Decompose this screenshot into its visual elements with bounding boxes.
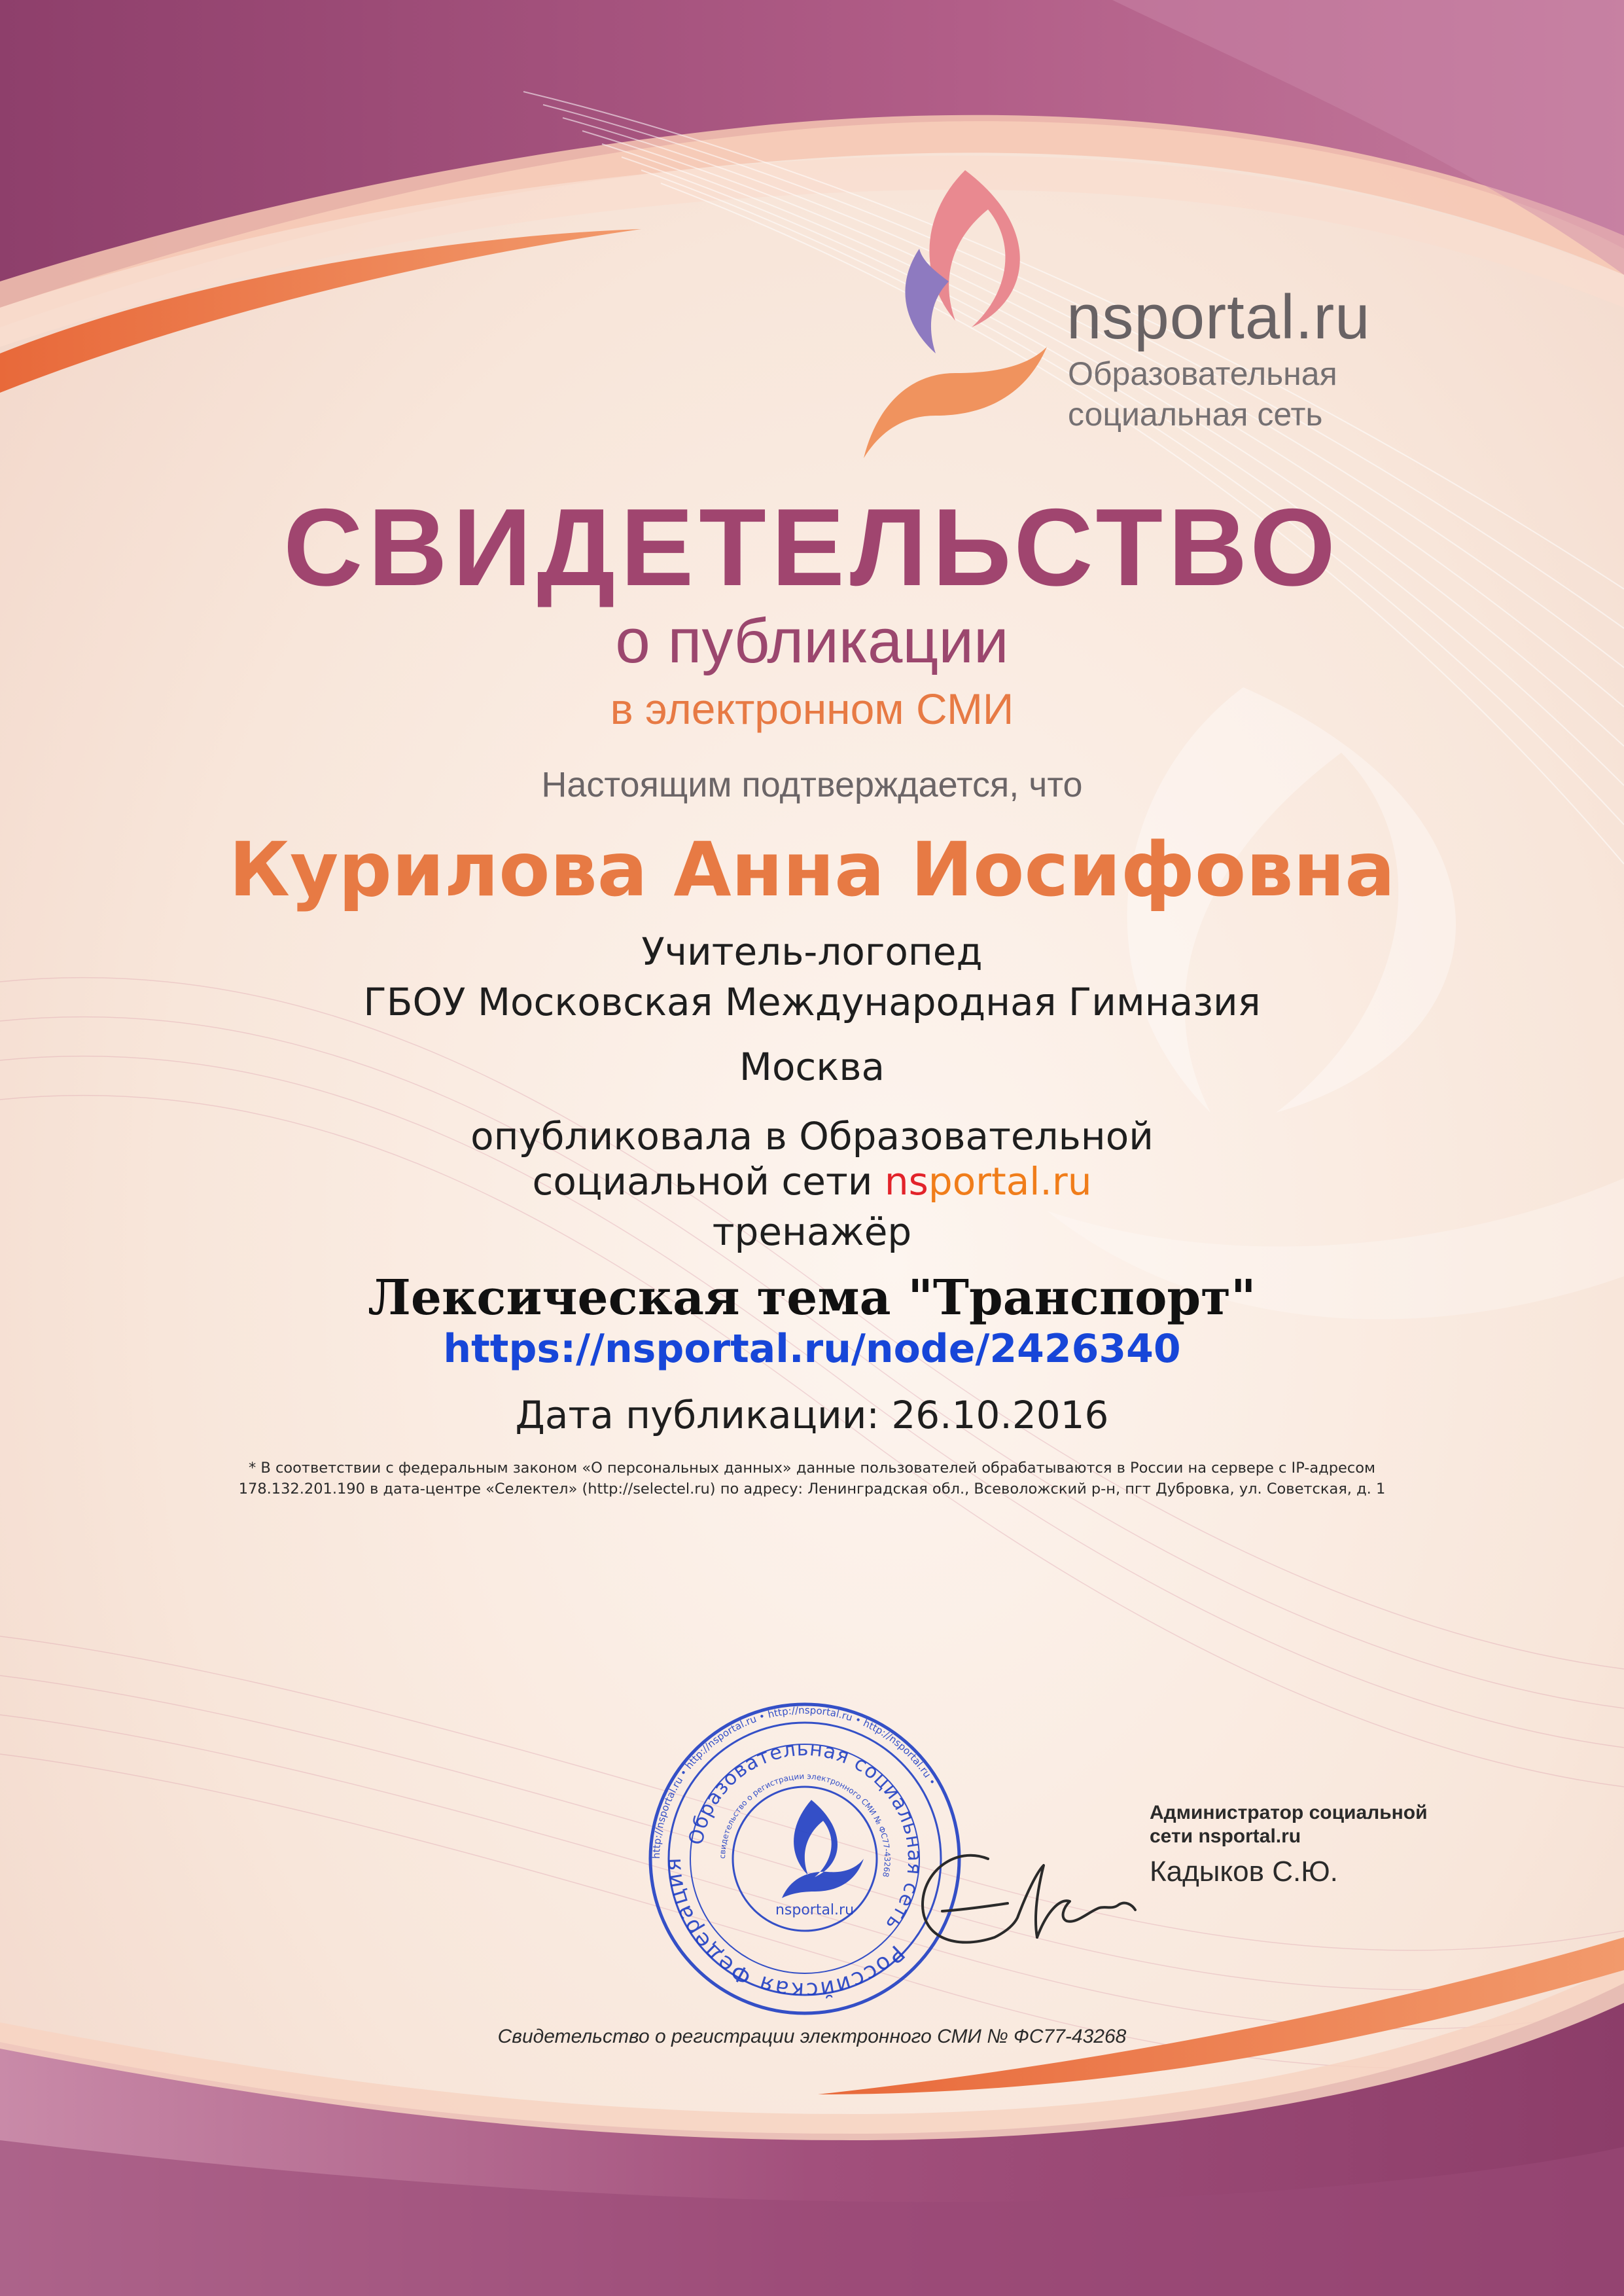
- flame-hand-icon: [857, 157, 1047, 458]
- registration-note: Свидетельство о регистрации электронного СМИ № ФС77-43268: [497, 2026, 1127, 2047]
- work-url-link[interactable]: https://nsportal.ru/node/2426340: [443, 1326, 1181, 1372]
- admin-name: Кадыков С.Ю.: [1150, 1856, 1338, 1888]
- person-name: Курилова Анна Иосифовна: [228, 826, 1396, 913]
- svg-text:Российская Федерация: [660, 1856, 909, 2003]
- certificate-subtitle: о публикации: [615, 606, 1009, 676]
- footnote-line1: * В соответствии с федеральным законом «О персональных данных» данные пользователей обрабатываются в России на сервере с IP-адресом: [249, 1460, 1375, 1477]
- published-line2-prefix: социальной сети: [532, 1159, 885, 1204]
- stamp-inner-text: свидетельство о регистрации электронного СМИ № ФС77-43268: [717, 1771, 892, 1878]
- logo-subtitle-line2: социальная сеть: [1068, 396, 1323, 433]
- organization: ГБОУ Московская Международная Гимназия: [363, 980, 1261, 1024]
- logo-subtitle: [1068, 353, 1337, 435]
- stamp-middle-text: Образовательная социальная сеть: [684, 1737, 927, 1935]
- admin-title-line1: Администратор социальной: [1150, 1802, 1428, 1823]
- confirm-text: Настоящим подтверждается, что: [541, 765, 1083, 804]
- stamp-center-label: nsportal.ru: [775, 1902, 855, 1918]
- logo-title: nsportal.ru: [1067, 282, 1371, 352]
- logo: [857, 157, 1511, 458]
- footnote-line2: 178.132.201.190 в дата-центре «Селектел» (http://selectel.ru) по адресу: Ленинградская обл., Всеволожский р-н, пгт Дубровка, ул. Советская, д. 1: [238, 1480, 1386, 1498]
- logo-subtitle-line1: Образовательная: [1068, 355, 1337, 392]
- city: Москва: [739, 1045, 885, 1089]
- brand-portal: portal.ru: [928, 1159, 1092, 1204]
- published-line2: [0, 1159, 1624, 1204]
- stamp-ring-text: http://nsportal.ru • http://nsportal.ru • http://nsportal.ru • http://nsportal.ru •: [650, 1704, 939, 1859]
- publication-date: Дата публикации: 26.10.2016: [515, 1393, 1109, 1437]
- stamp-flame-icon: [782, 1800, 864, 1898]
- certificate-subtitle-media: в электронном СМИ: [610, 685, 1014, 733]
- published-line1: опубликовала в Образовательной: [470, 1114, 1154, 1158]
- signature: [903, 1833, 1152, 1983]
- stamp-outer-text: Российская Федерация: [660, 1856, 910, 2004]
- position: Учитель-логопед: [641, 929, 983, 974]
- work-type: тренажёр: [712, 1210, 912, 1254]
- admin-title-line2: сети nsportal.ru: [1150, 1825, 1301, 1847]
- certificate-title: СВИДЕТЕЛЬСТВО: [283, 486, 1341, 609]
- work-title: Лексическая тема "Транспорт": [368, 1270, 1256, 1326]
- brand-ns: ns: [884, 1159, 928, 1204]
- admin-title: [1150, 1801, 1428, 1848]
